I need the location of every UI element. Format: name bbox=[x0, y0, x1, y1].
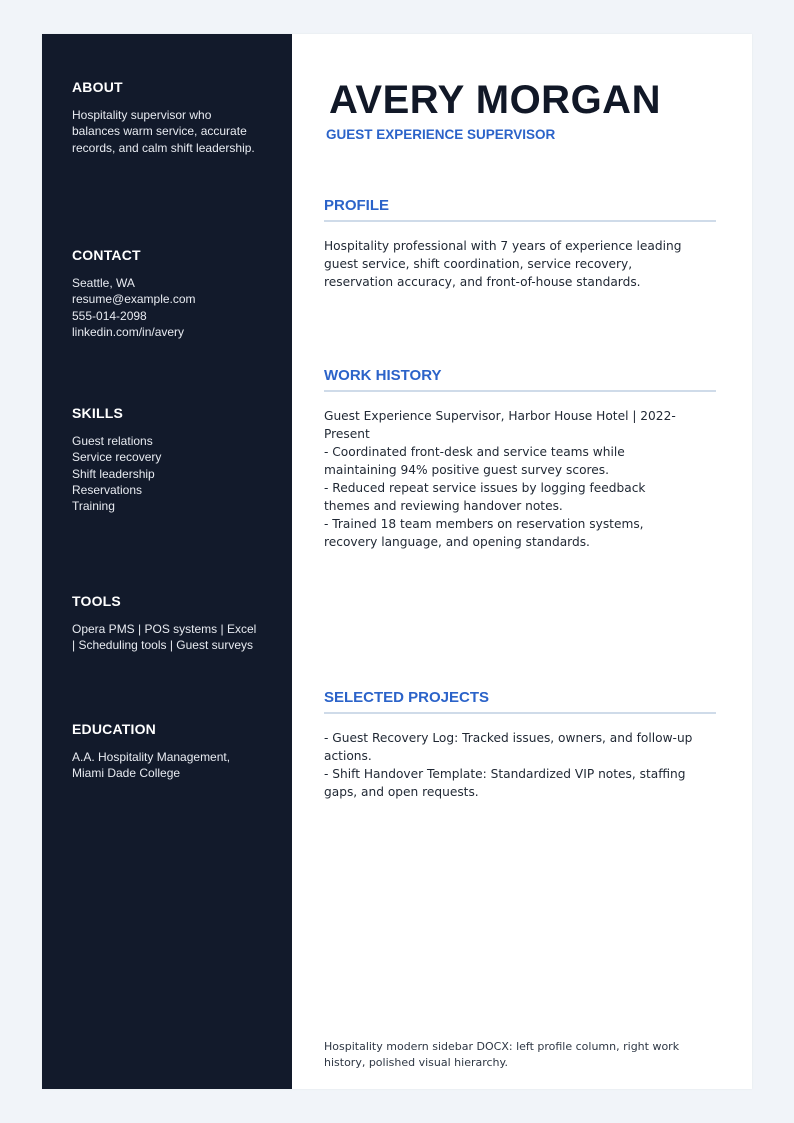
about-heading: ABOUT bbox=[72, 79, 123, 95]
work-history-heading: WORK HISTORY bbox=[324, 367, 716, 392]
tools-heading: TOOLS bbox=[72, 593, 121, 609]
selected-projects-section bbox=[324, 689, 716, 801]
selected-projects-body bbox=[324, 729, 694, 801]
candidate-name: AVERY MORGAN bbox=[329, 78, 661, 122]
profile-heading: PROFILE bbox=[324, 197, 716, 222]
job-bullet: - Reduced repeat service issues by logging feedback themes and reviewing handover notes. bbox=[324, 481, 646, 513]
main-column bbox=[292, 34, 752, 1089]
work-history-section bbox=[324, 367, 716, 551]
selected-projects-heading: SELECTED PROJECTS bbox=[324, 689, 716, 714]
resume-page bbox=[42, 34, 752, 1089]
job-bullet: - Coordinated front-desk and service teams while maintaining 94% positive guest survey scores. bbox=[324, 445, 625, 477]
tools-text: Opera PMS | POS systems | Excel | Scheduling tools | Guest surveys bbox=[72, 622, 257, 653]
skill-item: Service recovery bbox=[72, 450, 162, 465]
education-section bbox=[72, 721, 262, 782]
project-item: - Guest Recovery Log: Tracked issues, owners, and follow-up actions. bbox=[324, 731, 693, 763]
profile-section bbox=[324, 197, 716, 291]
contact-location: Seattle, WA bbox=[72, 276, 135, 290]
tools-section bbox=[72, 593, 262, 654]
education-heading: EDUCATION bbox=[72, 721, 156, 737]
contact-email: resume@example.com bbox=[72, 292, 196, 307]
footer-note: Hospitality modern sidebar DOCX: left profile column, right work history, polished visual hierarchy. bbox=[324, 1040, 680, 1069]
skills-heading: SKILLS bbox=[72, 405, 123, 421]
job-title-line: Guest Experience Supervisor, Harbor House Hotel | 2022-Present bbox=[324, 409, 676, 441]
candidate-role: GUEST EXPERIENCE SUPERVISOR bbox=[326, 127, 556, 142]
skill-item: Training bbox=[72, 499, 115, 514]
project-item: - Shift Handover Template: Standardized VIP notes, staffing gaps, and open requests. bbox=[324, 767, 686, 799]
profile-text: Hospitality professional with 7 years of experience leading guest service, shift coordination, service recovery, reservation accuracy, and front-of-house standards. bbox=[324, 239, 682, 289]
skill-item: Reservations bbox=[72, 482, 143, 497]
contact-linkedin: linkedin.com/in/avery bbox=[72, 324, 185, 339]
about-section bbox=[72, 79, 262, 156]
skills-section bbox=[72, 405, 262, 514]
contact-phone: 555-014-2098 bbox=[72, 308, 147, 323]
sidebar bbox=[42, 34, 292, 1089]
skill-item: Shift leadership bbox=[72, 466, 155, 481]
job-bullet: - Trained 18 team members on reservation systems, recovery language, and opening standards. bbox=[324, 517, 644, 549]
contact-section bbox=[72, 247, 262, 340]
work-history-body bbox=[324, 407, 694, 551]
education-text: A.A. Hospitality Management, Miami Dade College bbox=[72, 750, 231, 781]
skill-item: Guest relations bbox=[72, 434, 153, 448]
about-text: Hospitality supervisor who balances warm service, accurate records, and calm shift leadership. bbox=[72, 108, 255, 155]
contact-heading: CONTACT bbox=[72, 247, 141, 263]
